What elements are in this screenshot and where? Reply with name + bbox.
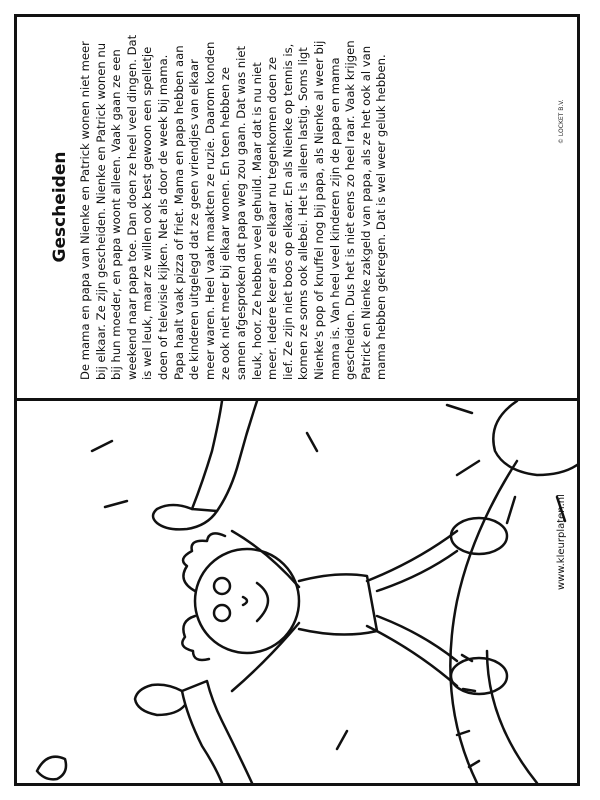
story-body: De mama en papa van Nienke en Patrick wonen niet meer bij elkaar. Ze zijn gescheiden. Nienke en Patrick wonen nu bij hun moeder, en papa woont alleen. Vaak gaan ze een weekend naar papa toe. Dan doen ze heel veel dingen. Dat is wel leuk, maar ze willen ook best gewoon een spelletje doen of televisie kijken. Net als door de week bij mama. Papa haalt vaak pizza of friet. Mama en papa hebben aan de kinderen uitgelegd dat ze geen vriendjes van elkaar meer waren. Heel vaak maakten ze ruzie. Daarom konden ze ook niet meer bij elkaar wonen. En toen hebben ze samen afgesproken dat papa weg zou gaan. Dat was niet leuk, hoor. Ze hebben veel gehuild. Maar dat is nu niet meer. Iedere keer als ze elkaar nu tegenkomen doen ze lief. Ze zijn niet boos op elkaar. En als Nienke op tennis is, komen ze soms ook allebei. Het is alleen lastig. Soms ligt Nienke's pop of knuffel nog bij papa, als Nienke al weer bij mama is. Van heel veel kinderen zijn de papa en mama gescheiden. Dus het is niet eens zo heel raar. Vaak krijgen Patrick en Nienke zakgeld van papa, als ze het ook al van mama hebben gekregen. Dat is wel weer geluk hebben. — [78, 34, 389, 380]
child-eye-bottom — [214, 605, 230, 621]
bird-icon — [37, 757, 66, 780]
child-eye-top — [214, 578, 230, 594]
coloring-illustration — [17, 401, 577, 783]
child-body — [299, 574, 377, 634]
story-rotated-container — [24, 24, 570, 394]
site-url-credit: www.kleurplaten.nl — [556, 494, 567, 590]
child-with-parents-drawing — [17, 401, 577, 783]
child-shoe-top — [451, 518, 507, 554]
story-content — [24, 24, 570, 394]
copyright-notice: © LOCKET B.V. — [558, 99, 565, 144]
parent-arm-left — [182, 681, 252, 783]
parent-arm-right — [192, 401, 257, 511]
sun-icon — [493, 401, 577, 475]
child-shoe-bottom — [451, 658, 507, 694]
story-title: Gescheiden — [50, 151, 70, 263]
story-panel — [24, 24, 578, 394]
child-mouth — [257, 583, 268, 621]
child-legs — [367, 531, 457, 686]
